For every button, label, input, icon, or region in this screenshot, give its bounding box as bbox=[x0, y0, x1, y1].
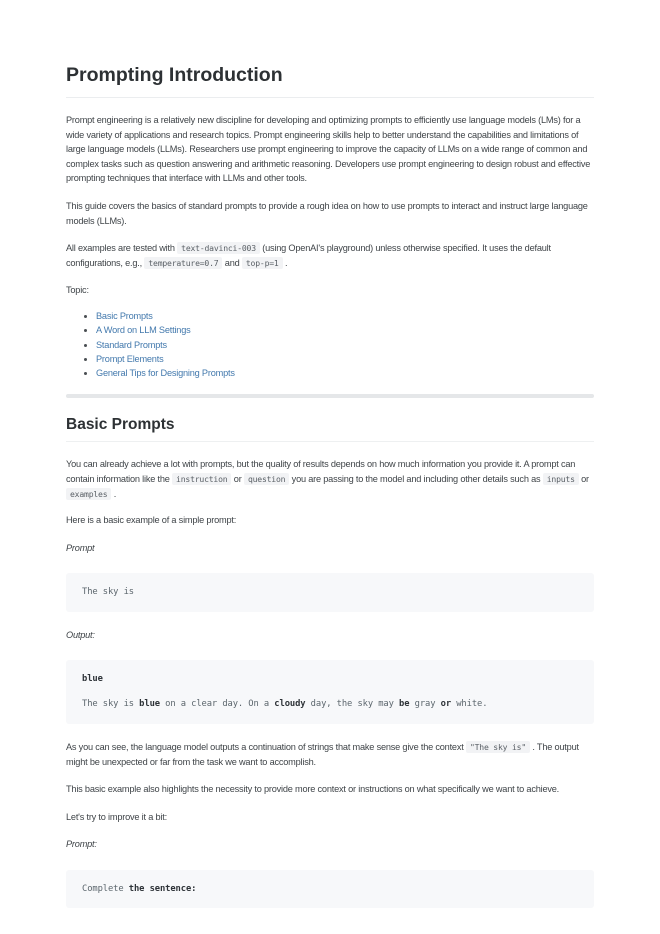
toc-link-basic-prompts[interactable]: Basic Prompts bbox=[96, 310, 153, 321]
output-bold-cloudy: cloudy bbox=[274, 699, 306, 710]
topic-label: Topic: bbox=[66, 285, 89, 296]
section-divider bbox=[66, 394, 594, 398]
output-line-2-seg: The sky is bbox=[82, 699, 140, 710]
toc-link-design-tips[interactable]: General Tips for Designing Prompts bbox=[96, 368, 235, 379]
basic-p1-text-1: You can already achieve a lot with prompts, but the quality of results depends on how much information you provide it. A prompt can contain information like the bbox=[66, 459, 576, 485]
inline-code-instruction: instruction bbox=[172, 473, 231, 485]
examples-text-1: All examples are tested with bbox=[66, 243, 178, 254]
toc-item bbox=[96, 323, 594, 337]
output-line-2-seg: white. bbox=[451, 699, 488, 710]
inline-code-top-p: top-p=1 bbox=[242, 257, 283, 269]
output-bold-be: be bbox=[399, 699, 410, 710]
section-title-basic-prompts: Basic Prompts bbox=[66, 414, 594, 442]
improved-prompt-code-block bbox=[66, 870, 594, 909]
improved-prompt-bold: the sentence: bbox=[128, 883, 197, 894]
basic-paragraph-5: Let's try to improve it a bit: bbox=[66, 811, 167, 822]
output-line-2-seg: day, the sky may bbox=[305, 699, 400, 710]
intro-paragraph-1 bbox=[66, 113, 594, 186]
intro-paragraph-2 bbox=[66, 199, 594, 228]
prompt-code-block bbox=[66, 573, 594, 612]
basic-p1-text-5: . bbox=[111, 488, 117, 499]
output-bold-blue: blue bbox=[139, 699, 160, 710]
examples-text-4: . bbox=[282, 257, 288, 268]
examples-text-3: and bbox=[222, 257, 242, 268]
basic-p1-text-3: you are passing to the model and including other details such as bbox=[289, 474, 543, 485]
intro-paragraph-2-text: This guide covers the basics of standard prompts to provide a rough idea on how to use prompts to interact and instruct large language models (LLMs). bbox=[66, 200, 588, 226]
toc-link-prompt-elements[interactable]: Prompt Elements bbox=[96, 353, 164, 364]
basic-p1-text-2: or bbox=[231, 474, 244, 485]
page-title: Prompting Introduction bbox=[66, 62, 594, 98]
intro-paragraph-1-text: Prompt engineering is a relatively new discipline for developing and optimizing prompts to efficiently use language models (LMs) for a wide variety of applications and research topics. Prompt engineering skills help to better understand the capabilities and limitations of large language models (LLMs). Researchers use prompt engineering to improve the capacity of LLMs on a wide range of common and complex tasks such as question answering and arithmetic reasoning. Developers use prompt engineering to design robust and effective prompting techniques that interface with LLMs and other tools. bbox=[66, 115, 591, 184]
prompt-label-2: Prompt: bbox=[66, 839, 97, 850]
output-line-2-seg: on a clear day. On a bbox=[159, 699, 275, 710]
inline-code-inputs: inputs bbox=[543, 473, 579, 485]
basic-p3-text-2: . The output might be unexpected or far from the task we want to accomplish. bbox=[66, 741, 579, 767]
toc-item bbox=[96, 309, 594, 323]
output-line-2-seg: gray bbox=[409, 699, 441, 710]
toc-link-standard-prompts[interactable]: Standard Prompts bbox=[96, 339, 167, 350]
examples-text-2: (using OpenAI's playground) unless otherwise specified. It uses the default configurations, e.g., bbox=[66, 243, 551, 268]
examples-paragraph bbox=[66, 241, 594, 270]
inline-code-question: question bbox=[244, 473, 289, 485]
improved-prompt-text: Complete bbox=[82, 883, 129, 894]
basic-p3-text-1: As you can see, the language model outputs a continuation of strings that make sense give the context bbox=[66, 741, 466, 752]
basic-paragraph-3 bbox=[66, 740, 594, 769]
prompt-code-text: The sky is bbox=[82, 587, 134, 598]
prompt-label: Prompt bbox=[66, 542, 95, 553]
output-bold-or: or bbox=[440, 699, 452, 710]
inline-code-model-name: text-davinci-003 bbox=[177, 242, 260, 254]
topic-list bbox=[66, 309, 594, 380]
toc-item bbox=[96, 366, 594, 380]
basic-paragraph-2: Here is a basic example of a simple prompt: bbox=[66, 515, 237, 526]
output-line-1: blue bbox=[82, 674, 103, 685]
output-code-block bbox=[66, 660, 594, 724]
toc-item bbox=[96, 338, 594, 352]
basic-paragraph-1 bbox=[66, 457, 594, 501]
output-label: Output: bbox=[66, 629, 95, 640]
inline-code-examples: examples bbox=[66, 488, 111, 500]
toc-link-llm-settings[interactable]: A Word on LLM Settings bbox=[96, 325, 191, 336]
toc-item bbox=[96, 352, 594, 366]
inline-code-temperature: temperature=0.7 bbox=[144, 257, 222, 269]
inline-code-the-sky-is: "The sky is" bbox=[466, 741, 530, 753]
basic-paragraph-4: This basic example also highlights the necessity to provide more context or instructions on what specifically we want to achieve. bbox=[66, 784, 560, 795]
basic-p1-text-4: or bbox=[578, 474, 589, 485]
